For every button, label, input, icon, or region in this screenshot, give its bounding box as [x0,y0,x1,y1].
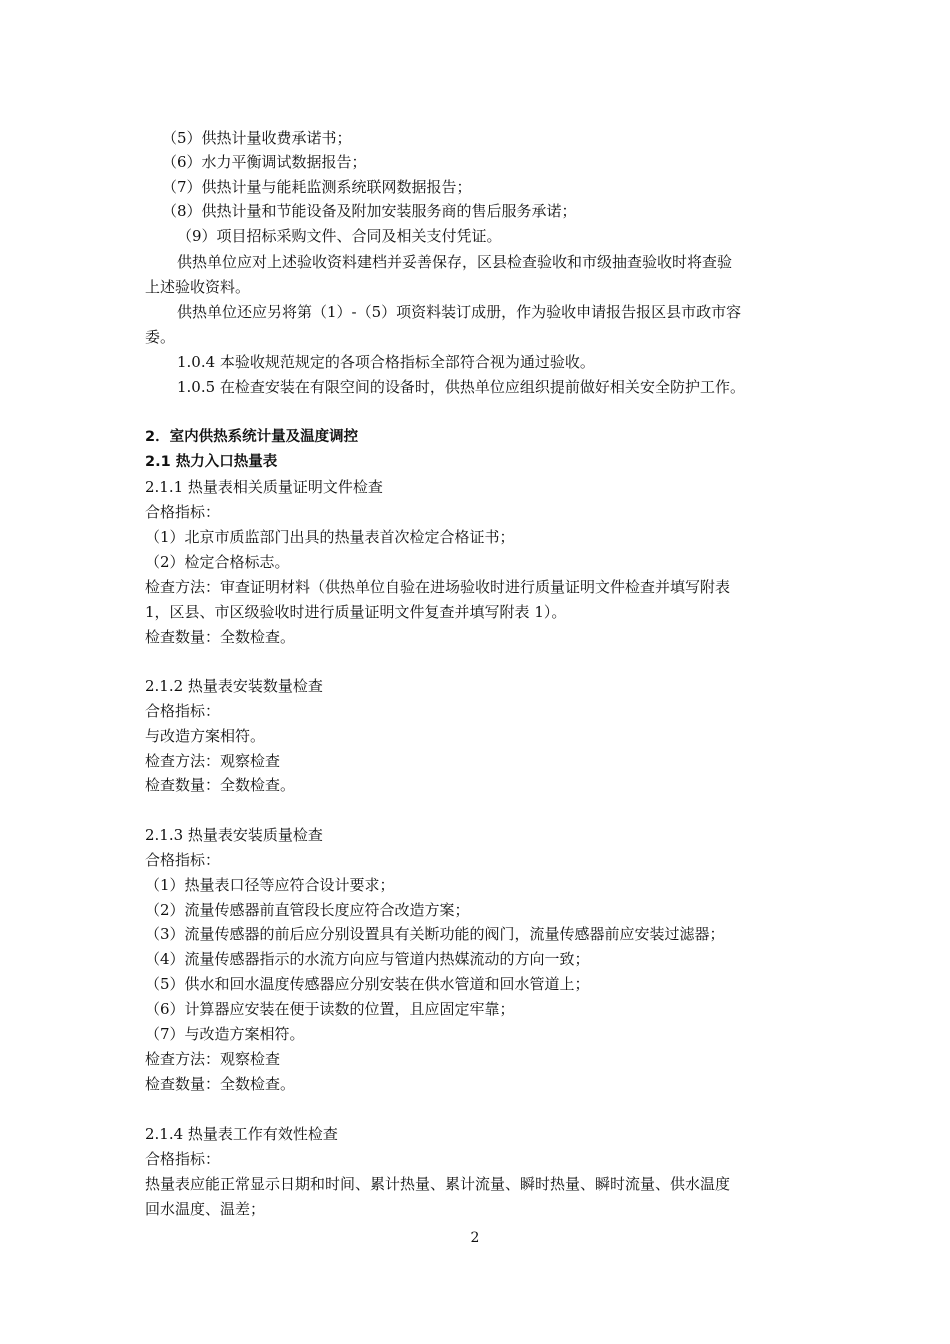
text-line: 供热单位应对上述验收资料建档并妥善保存，区县检查验收和市级抽查验收时将查验 [177,253,733,271]
text-line: 检查方法：审查证明材料（供热单位自验在进场验收时进行质量证明文件检查并填写附表 [145,578,731,596]
text-line: 合格指标： [145,851,221,869]
text-line: 供热单位还应另将第（1）-（5）项资料装订成册，作为验收申请报告报区县市政市容 [177,303,742,321]
section-heading: 2．室内供热系统计量及温度调控 [145,429,359,445]
text-line: 2.1.1 热量表相关质量证明文件检查 [145,478,383,496]
text-line: （7）与改造方案相符。 [145,1025,305,1043]
text-line: 检查数量：全数检查。 [145,776,296,794]
text-line: （2）流量传感器前直管段长度应符合改造方案； [145,901,470,919]
text-line: 合格指标： [145,1150,221,1168]
text-line: 检查方法：观察检查 [145,752,281,770]
text-line: 合格指标： [145,702,221,720]
text-line: （1）北京市质监部门出具的热量表首次检定合格证书； [145,528,515,546]
text-line: 检查数量：全数检查。 [145,1075,296,1093]
text-line: （8）供热计量和节能设备及附加安装服务商的售后服务承诺； [162,202,577,220]
text-line: （9）项目招标采购文件、合同及相关支付凭证。 [177,227,502,245]
text-line: （5）供热计量收费承诺书； [162,129,352,147]
text-line: 上述验收资料。 [145,278,251,296]
text-line: 热量表应能正常显示日期和时间、累计热量、累计流量、瞬时热量、瞬时流量、供水温度 [145,1175,731,1193]
text-line: （4）流量传感器指示的水流方向应与管道内热媒流动的方向一致； [145,950,590,968]
text-line: 合格指标： [145,503,221,521]
text-line: （6）计算器应安装在便于读数的位置，且应固定牢靠； [145,1000,515,1018]
text-line: （3）流量传感器的前后应分别设置具有关断功能的阀门，流量传感器前应安装过滤器； [145,925,725,943]
text-line: 与改造方案相符。 [145,727,266,745]
text-line: 检查方法：观察检查 [145,1050,281,1068]
text-line: 1.0.4 本验收规范规定的各项合格指标全部符合视为通过验收。 [177,353,595,371]
text-line: 1，区县、市区级验收时进行质量证明文件复查并填写附表 1）。 [145,603,567,621]
text-line: 2.1.4 热量表工作有效性检查 [145,1125,338,1143]
text-line: 2.1.3 热量表安装质量检查 [145,826,323,844]
text-line: （5）供水和回水温度传感器应分别安装在供水管道和回水管道上； [145,975,590,993]
text-line: （2）检定合格标志。 [145,553,290,571]
text-line: 2.1.2 热量表安装数量检查 [145,677,323,695]
text-line: （1）热量表口径等应符合设计要求； [145,876,395,894]
text-line: 回水温度、温差； [145,1200,266,1218]
text-line: 1.0.5 在检查安装在有限空间的设备时，供热单位应组织提前做好相关安全防护工作。 [177,378,745,396]
text-line: 检查数量：全数检查。 [145,628,296,646]
text-line: （7）供热计量与能耗监测系统联网数据报告； [162,178,472,196]
section-heading: 2.1 热力入口热量表 [145,454,278,470]
page-number: 2 [470,1230,480,1246]
text-line: （6）水力平衡调试数据报告； [162,153,367,171]
text-line: 委。 [145,328,176,346]
